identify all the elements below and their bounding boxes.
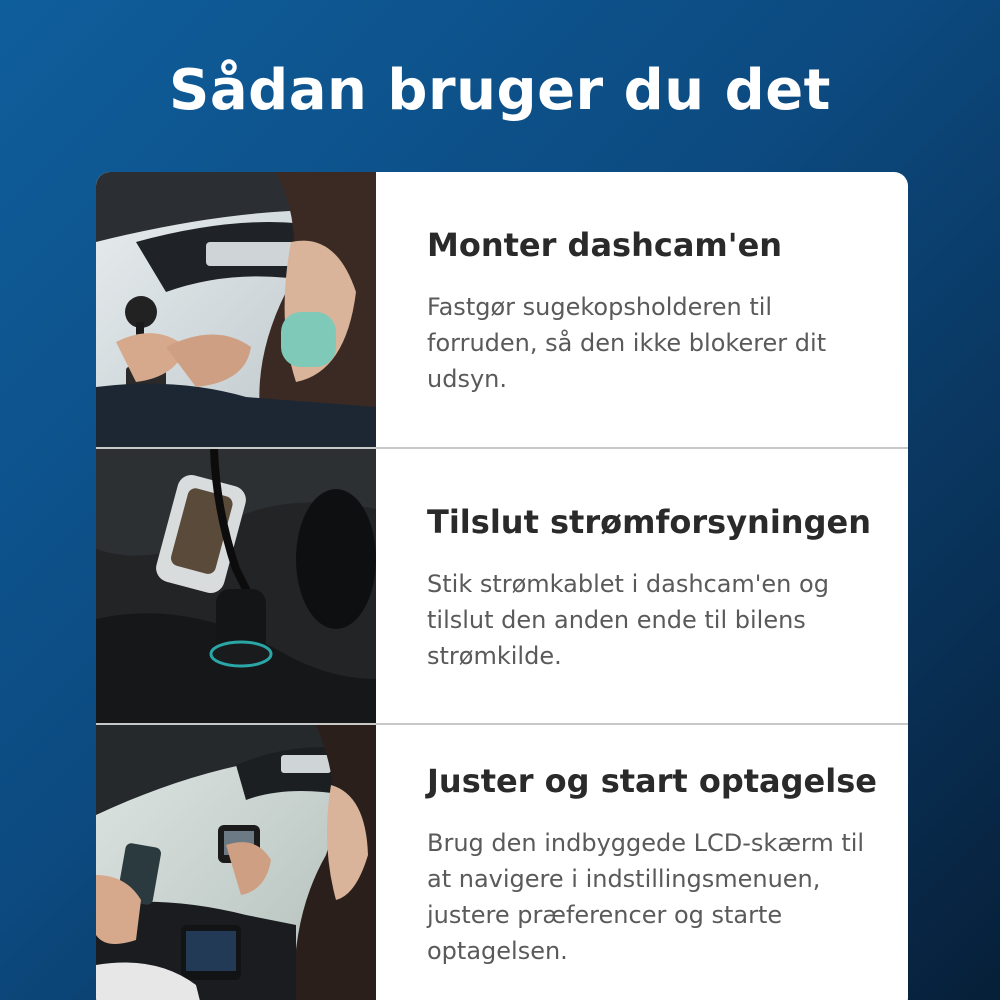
step-mount <box>96 172 908 447</box>
adjust-dashcam-photo <box>96 725 376 1000</box>
steps-card <box>96 172 908 1000</box>
step-title: Juster og start optagelse <box>427 762 877 800</box>
step-description: Fastgør sugekopsholderen til forruden, så den ikke blokerer dit udsyn. <box>427 293 827 393</box>
step-title: Monter dashcam'en <box>427 226 783 264</box>
step-title: Tilslut strømforsyningen <box>427 503 871 541</box>
step-record <box>96 725 908 1000</box>
step-description: Brug den indbyggede LCD-skærm til at navigere i indstillingsmenuen, justere præferencer og starte optagelsen. <box>427 829 865 965</box>
page-title: Sådan bruger du det <box>169 58 831 123</box>
mount-dashcam-photo <box>96 172 376 447</box>
step-power <box>96 449 908 724</box>
power-cable-photo <box>96 449 376 724</box>
step-description: Stik strømkablet i dashcam'en og tilslut den anden ende til bilens strømkilde. <box>427 570 829 670</box>
